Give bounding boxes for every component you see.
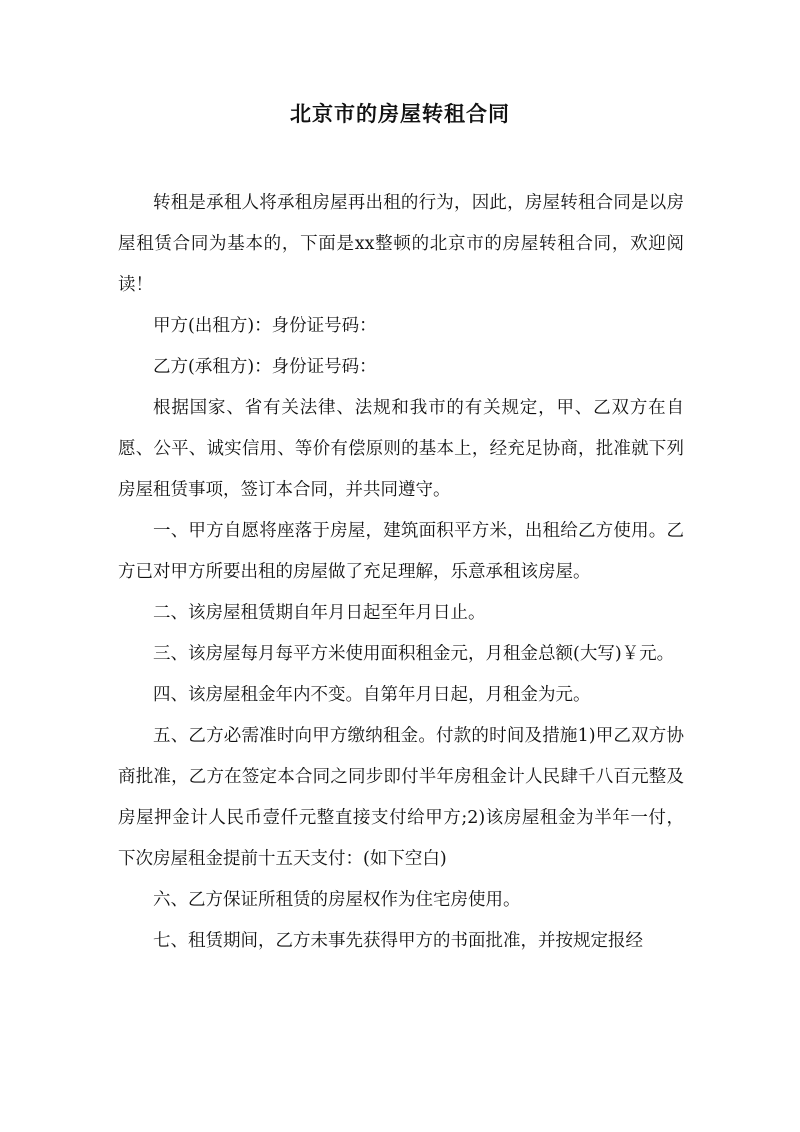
clause-3: 三、该房屋每月每平方米使用面积租金元，月租金总额(大写)￥元。 bbox=[153, 644, 675, 664]
document-body bbox=[118, 183, 684, 962]
clause-2: 二、该房屋租赁期自年月日起至年月日止。 bbox=[153, 603, 486, 623]
clause-5: 五、乙方必需准时向甲方缴纳租金。付款的时间及措施1)甲乙双方协商批准，乙方在签定本合同之同步即付半年房租金计人民肆千八百元整及房屋押金计人民币壹仟元整直接支付给甲方;2)该房屋租金为半年一付，下次房屋租金提前十五天支付：(如下空白) bbox=[118, 726, 684, 869]
party-b-line: 乙方(承租方)：身份证号码： bbox=[153, 357, 377, 377]
document-title: 北京市的房屋转租合同 bbox=[290, 101, 510, 126]
intro-paragraph: 转租是承租人将承租房屋再出租的行为，因此，房屋转租合同是以房屋租赁合同为基本的，下面是xx整顿的北京市的房屋转租合同，欢迎阅读！ bbox=[118, 193, 684, 295]
clause-6: 六、乙方保证所租赁的房屋权作为住宅房使用。 bbox=[153, 890, 521, 910]
party-a-line: 甲方(出租方)：身份证号码： bbox=[153, 316, 377, 336]
clause-1: 一、甲方自愿将座落于房屋，建筑面积平方米，出租给乙方使用。乙方已对甲方所要出租的房屋做了充足理解，乐意承租该房屋。 bbox=[118, 521, 684, 582]
clause-4: 四、该房屋租金年内不变。自第年月日起，月租金为元。 bbox=[153, 685, 591, 705]
clause-7: 七、租赁期间，乙方未事先获得甲方的书面批准，并按规定报经 bbox=[153, 931, 643, 951]
basis-paragraph: 根据国家、省有关法律、法规和我市的有关规定，甲、乙双方在自愿、公平、诚实信用、等价有偿原则的基本上，经充足协商，批准就下列房屋租赁事项，签订本合同，并共同遵守。 bbox=[118, 398, 684, 500]
